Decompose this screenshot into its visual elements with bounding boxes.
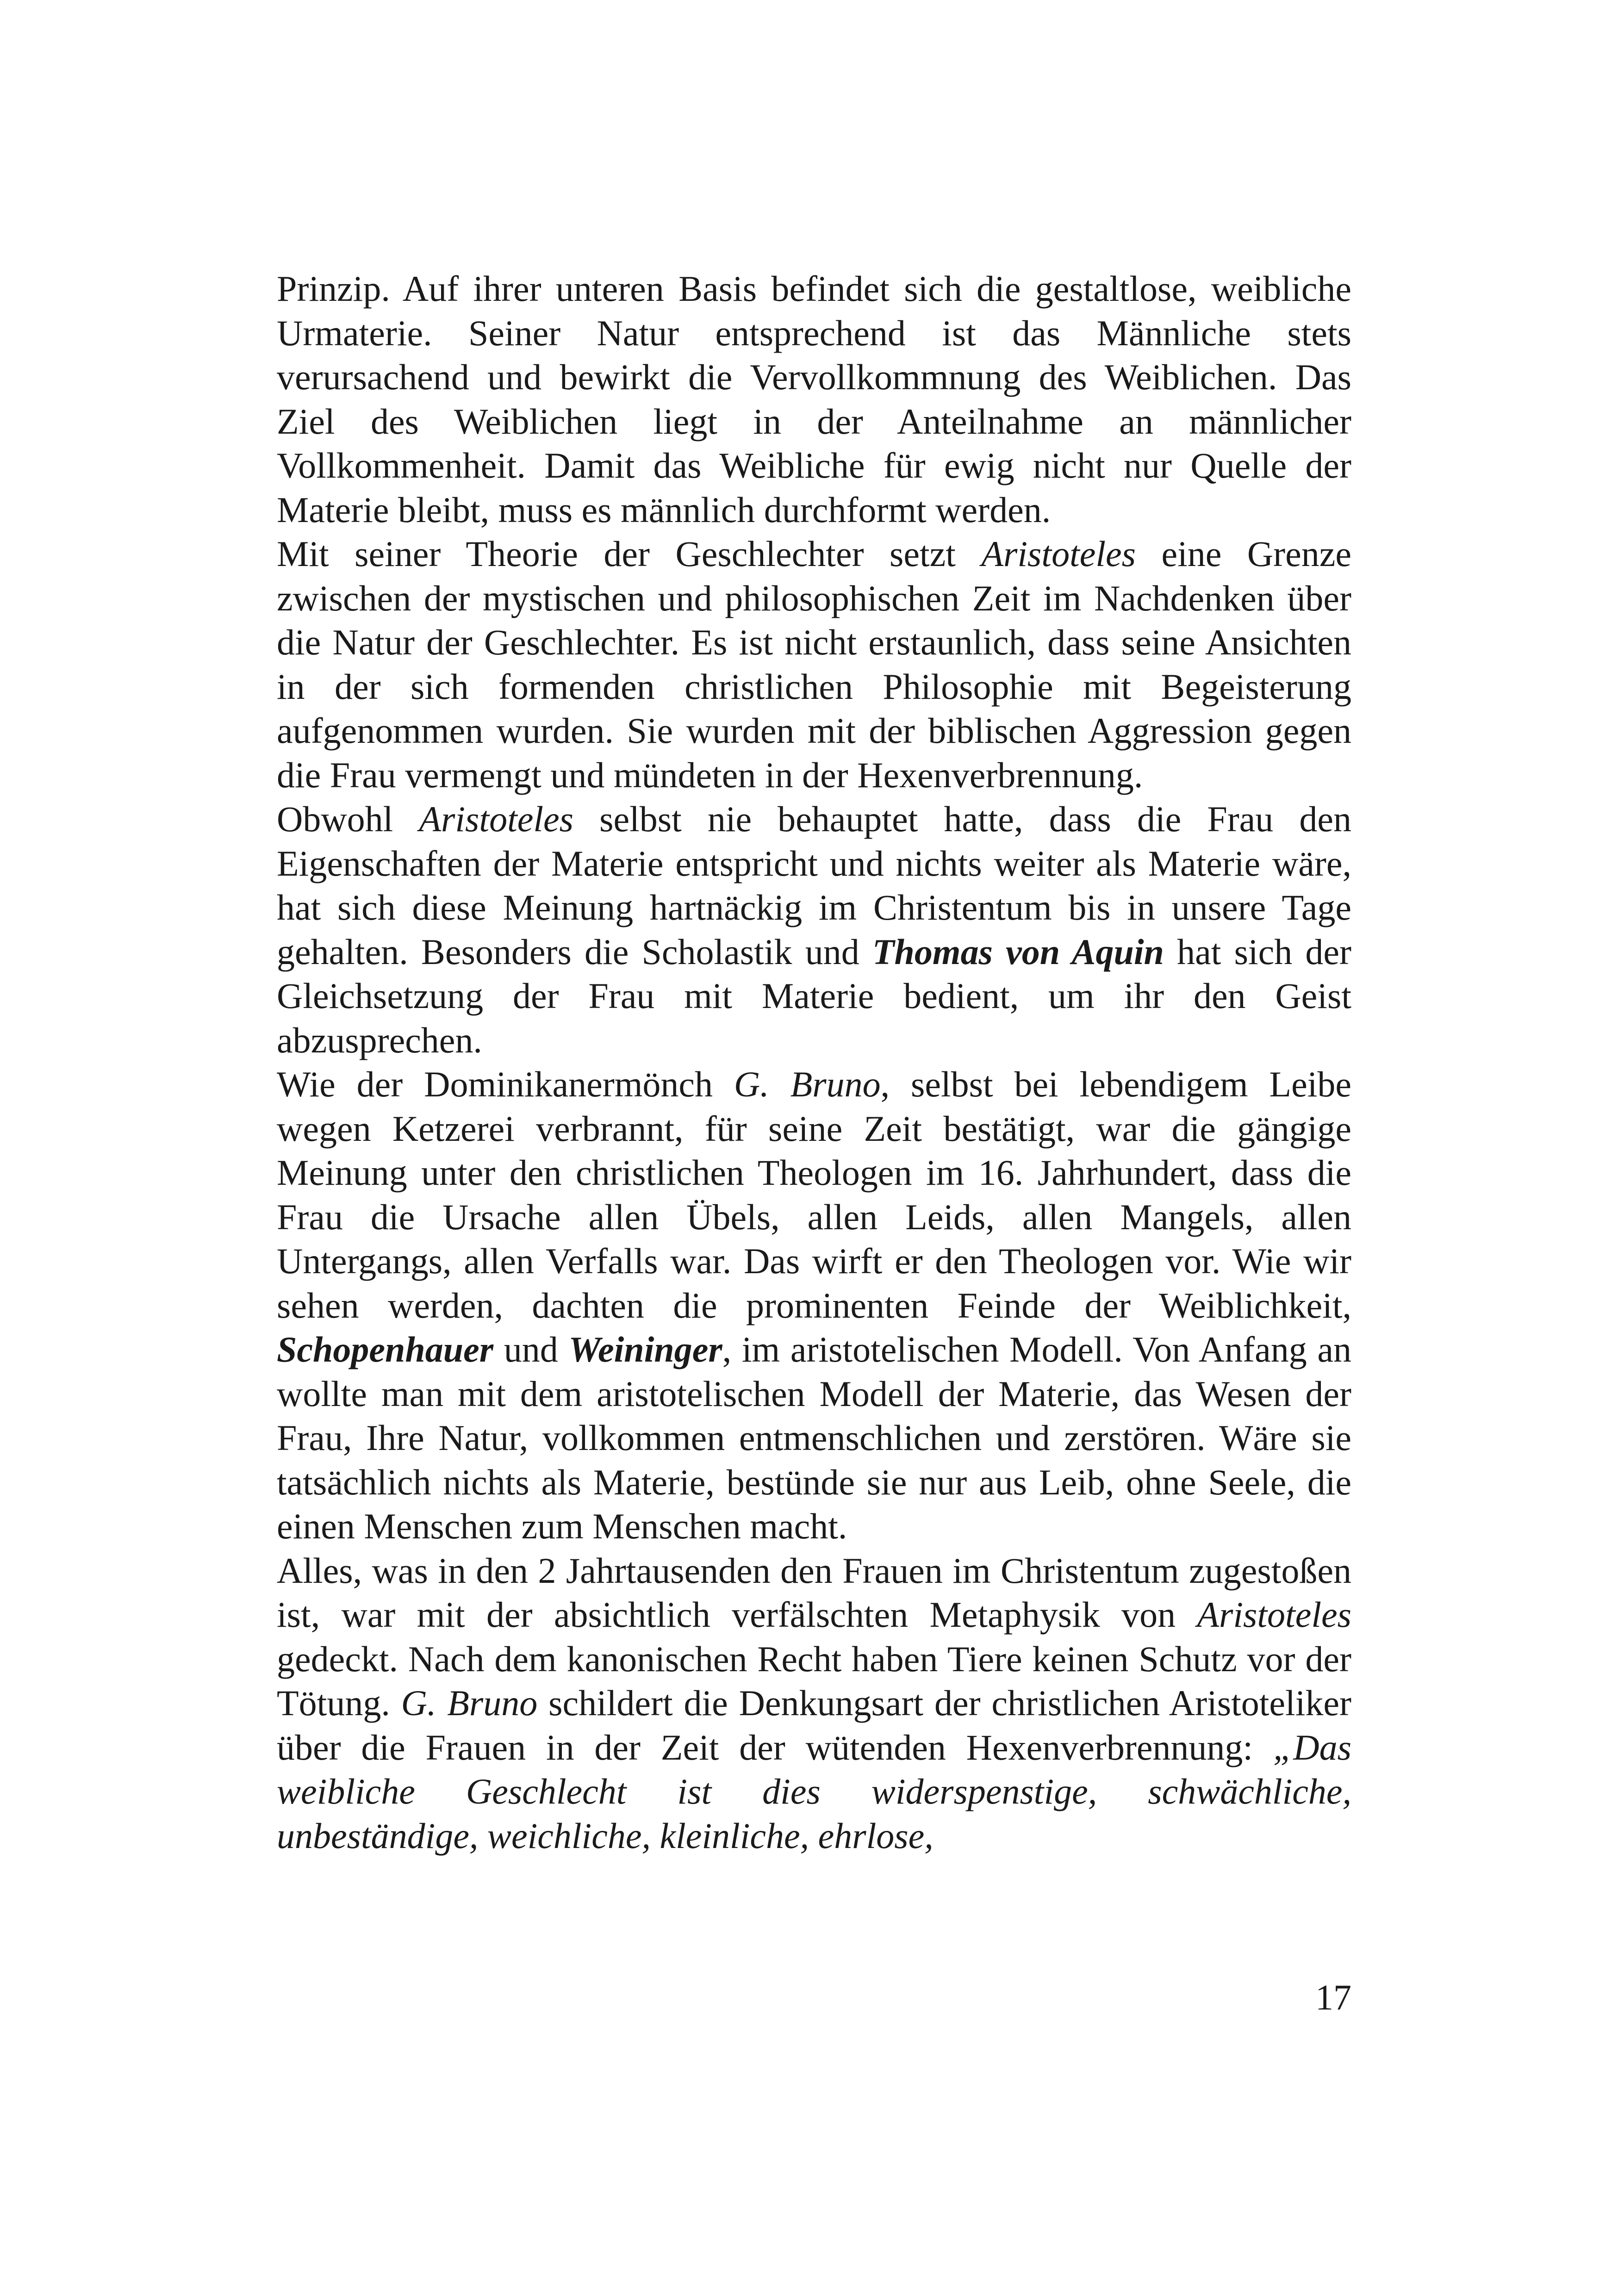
italic-text: Aristoteles xyxy=(981,534,1136,574)
page-number: 17 xyxy=(1315,1977,1351,2017)
emphasized-name: Thomas von Aquin xyxy=(872,931,1164,972)
italic-text: Aristoteles xyxy=(1197,1594,1351,1635)
text-run: Obwohl xyxy=(277,799,419,839)
italic-text: G. Bruno xyxy=(734,1064,881,1104)
emphasized-name: Schopenhauer xyxy=(277,1329,494,1369)
paragraph xyxy=(277,1549,1351,1858)
text-run: Wie der Dominikanermönch xyxy=(277,1064,734,1104)
emphasized-name: Weininger xyxy=(568,1329,722,1369)
italic-text: „Das weibliche Geschlecht ist dies widerspenstige, schwächliche, unbeständige, weichliche, kleinliche, ehrlose, xyxy=(277,1727,1351,1856)
text-run: Prinzip. Auf ihrer unteren Basis befindet sich die gestaltlose, weibliche Urmaterie. Seiner Natur entsprechend ist das Männliche stets verursachend und bewirkt die Vervollkommnung des Weiblichen. Das Ziel des Weiblichen liegt in der Anteilnahme an männlicher Vollkommenheit. Damit das Weibliche für ewig nicht nur Quelle der Materie bleibt, muss es männlich durchformt werden. xyxy=(277,268,1351,530)
text-run: gedeckt. Nach dem kanonischen Recht haben Tiere keinen Schutz vor der Tötung. xyxy=(277,1638,1351,1723)
text-run: , im aristotelischen Modell. Von Anfang an wollte man mit dem aristotelischen Modell der Materie, das Wesen der Frau, Ihre Natur, vollkommen entmenschlichen und zerstören. Wäre sie tatsächlich nichts als Materie, bestünde sie nur aus Leib, ohne Seele, die einen Menschen zum Menschen macht. xyxy=(277,1329,1351,1546)
italic-text: G. Bruno xyxy=(401,1683,538,1723)
paragraph xyxy=(277,797,1351,1062)
text-run: hat sich der Gleichsetzung der Frau mit Materie bedient, um ihr den Geist abzusprechen. xyxy=(277,931,1351,1060)
italic-text: Aristoteles xyxy=(419,799,574,839)
text-run: eine Grenze zwischen der mystischen und philosophischen Zeit im Nachdenken über die Natur der Geschlechter. Es ist nicht erstaunlich, dass seine Ansichten in der sich formenden christlichen Philosophie mit Begeisterung aufgenommen wurden. Sie wurden mit der biblischen Aggression gegen die Frau vermengt und mündeten in der Hexenverbrennung. xyxy=(277,534,1351,795)
text-run: selbst nie behauptet hatte, dass die Frau den Eigenschaften der Materie entspricht und nichts weiter als Materie wäre, hat sich diese Meinung hartnäckig im Christentum bis in unsere Tage gehalten. Besonders die Scholastik und xyxy=(277,799,1351,972)
body-text xyxy=(277,267,1351,1858)
text-run: Mit seiner Theorie der Geschlechter setzt xyxy=(277,534,982,574)
text-run: und xyxy=(493,1329,569,1369)
paragraph xyxy=(277,267,1351,532)
text-run: schildert die Denkungsart der christlichen Aristoteliker über die Frauen in der Zeit der wütenden Hexenverbrennung: xyxy=(277,1683,1351,1767)
paragraph xyxy=(277,532,1351,797)
text-run: Alles, was in den 2 Jahrtausenden den Frauen im Christentum zugestoßen ist, war mit der absichtlich verfälschten Metaphysik von xyxy=(277,1550,1351,1635)
text-run: , selbst bei lebendigem Leibe wegen Ketzerei verbrannt, für seine Zeit bestätigt, war die gängige Meinung unter den christlichen Theologen im 16. Jahrhundert, dass die Frau die Ursache allen Übels, allen Leids, allen Mangels, allen Untergangs, allen Verfalls war. Das wirft er den Theologen vor. Wie wir sehen werden, dachten die prominenten Feinde der Weiblichkeit, xyxy=(277,1064,1351,1325)
paragraph xyxy=(277,1062,1351,1549)
